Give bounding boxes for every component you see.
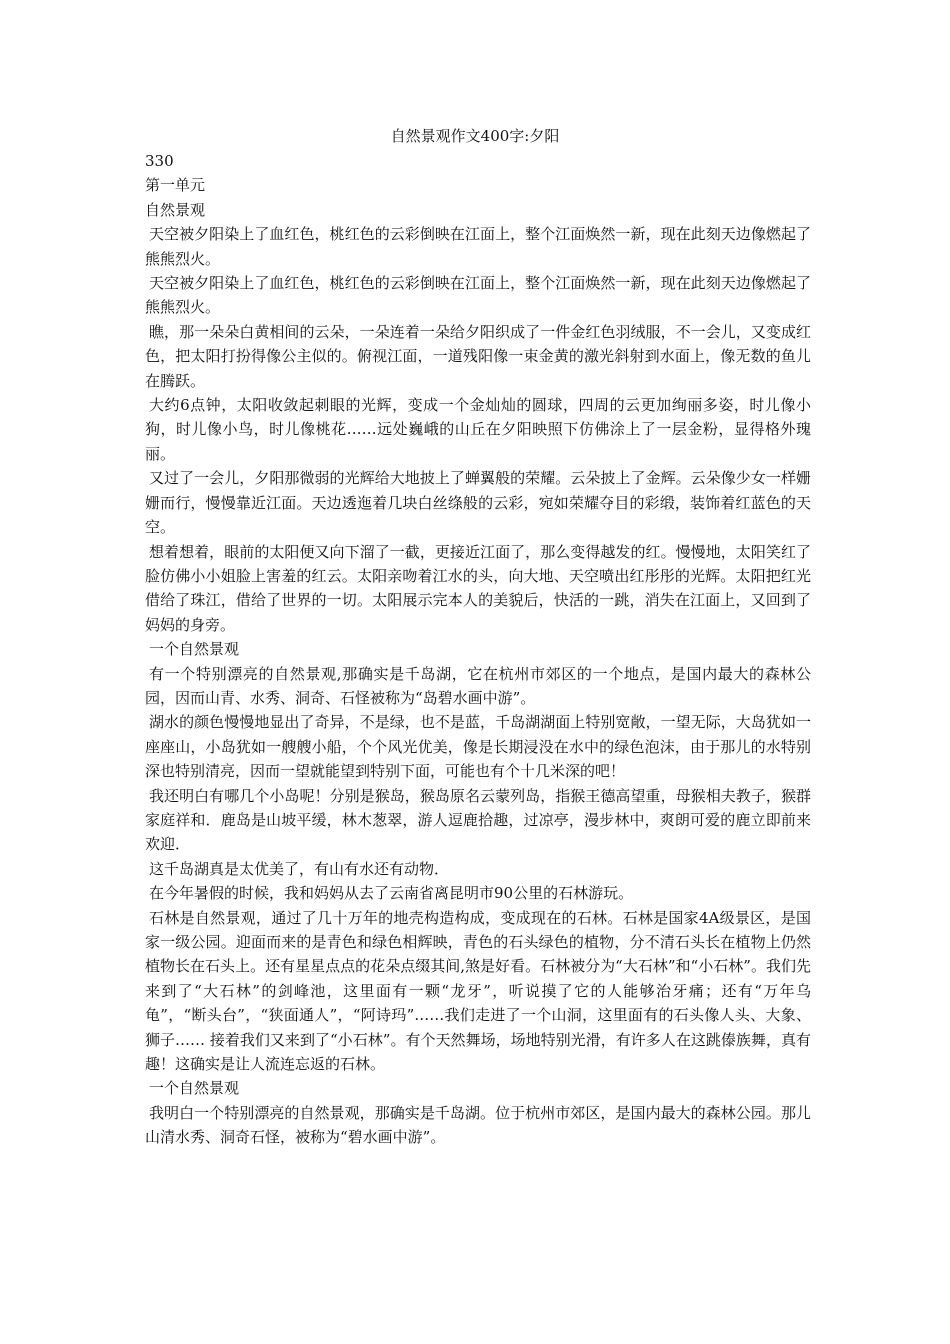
- paragraph: 石林是自然景观，通过了几十万年的地壳构造构成，变成现在的石林。石林是国家4A级景区，是国家一级公园。迎面而来的是青色和绿色相辉映，青色的石头绿色的植物，分不清石头长在植物上仍然植物长在石头上。还有星星点点的花朵点缀其间,煞是好看。石林被分为“大石林”和“小石林”。我们先来到了“大石林”的剑峰池，这里面有一颗“龙牙”，听说摸了它的人能够治牙痛；还有“万年乌龟”，“断头台”，“狭面通人”，“阿诗玛”……我们走进了一个山洞，这里面有的石头像人头、大象、狮子…… 接着我们又来到了“小石林”。有个天然舞场，场地特别光滑，有许多人在这跳傣族舞，真有趣！这确实是让人流连忘返的石林。: [145, 908, 811, 1074]
- subheading: 一个自然景观: [149, 640, 240, 659]
- paragraph: 大约6点钟，太阳收敛起刺眼的光辉，变成一个金灿灿的圆球，四周的云更加绚丽多姿，时儿像小狗，时儿像小鸟，时儿像桃花……远处巍峨的山丘在夕阳映照下仿佛涂上了一层金粉，显得格外瑰丽。: [145, 396, 811, 463]
- paragraph: 又过了一会儿，夕阳那微弱的光辉给大地披上了蝉翼般的荣耀。云朵披上了金辉。云朵像少女一样姗姗而行，慢慢靠近江面。天边透迤着几块白丝绦般的云彩，宛如荣耀夺目的彩缎，装饰着红蓝色的天空。: [145, 469, 811, 537]
- paragraph: 瞧，那一朵朵白黄相间的云朵，一朵连着一朵给夕阳织成了一件金红色羽绒服，不一会儿，又变成红色，把太阳打扮得像公主似的。俯视江面，一道残阳像一束金黄的激光斜射到水面上，像无数的鱼儿在腾跃。: [145, 322, 811, 390]
- document-title: 自然景观作文400字:夕阳: [390, 127, 560, 145]
- paragraph: 在今年暑假的时候，我和妈妈从去了云南省离昆明市90公里的石林游玩。: [149, 884, 634, 903]
- paragraph: 想着想着，眼前的太阳便又向下溜了一截，更接近江面了，那么变得越发的红。慢慢地，太阳笑红了脸仿佛小小姐脸上害羞的红云。太阳亲吻着江水的头，向大地、天空喷出红彤彤的光辉。太阳把红光借给了珠江，借给了世界的一切。太阳展示完本人的美貌后，快活的一跳，消失在江面上，又回到了妈妈的身旁。: [145, 542, 811, 634]
- document-body: [145, 149, 811, 1150]
- paragraph: 有一个特别漂亮的自然景观,那确实是千岛湖，它在杭州市郊区的一个地点，是国内最大的森林公园，因而山青、水秀、洞奇、石怪被称为“岛碧水画中游”。: [145, 664, 811, 707]
- unit-heading: 第一单元: [145, 176, 206, 195]
- page-number-line: 330: [145, 152, 174, 170]
- paragraph: 天空被夕阳染上了血红色，桃红色的云彩倒映在江面上，整个江面焕然一新，现在此刻天边像燃起了熊熊烈火。: [145, 225, 811, 268]
- paragraph: 湖水的颜色慢慢地显出了奇异，不是绿，也不是蓝，千岛湖湖面上特别宽敞，一望无际，大岛犹如一座座山，小岛犹如一艘艘小船，个个风光优美，像是长期浸没在水中的绿色泡沫，由于那儿的水特别深也特别清亮，因而一望就能望到特别下面，可能也有个十几米深的吧！: [145, 713, 811, 781]
- paragraph: 这千岛湖真是太优美了，有山有水还有动物．: [149, 859, 450, 878]
- paragraph: 我明白一个特别漂亮的自然景观，那确实是千岛湖。位于杭州市郊区，是国内最大的森林公园。那儿山清水秀、洞奇石怪，被称为“碧水画中游”。: [145, 1103, 811, 1147]
- section-heading: 自然景观: [145, 200, 206, 219]
- subheading: 一个自然景观: [149, 1079, 240, 1098]
- paragraph: 我还明白有哪几个小岛呢！分别是猴岛，猴岛原名云蒙列岛，指猴王德高望重，母猴相夫教子，猴群家庭祥和．鹿岛是山坡平缓，林木葱翠，游人逗鹿拾趣，过凉亭，漫步林中，爽朗可爱的鹿立即前来欢迎．: [145, 786, 811, 854]
- paragraph: 天空被夕阳染上了血红色，桃红色的云彩倒映在江面上，整个江面焕然一新，现在此刻天边像燃起了熊熊烈火。: [145, 274, 811, 317]
